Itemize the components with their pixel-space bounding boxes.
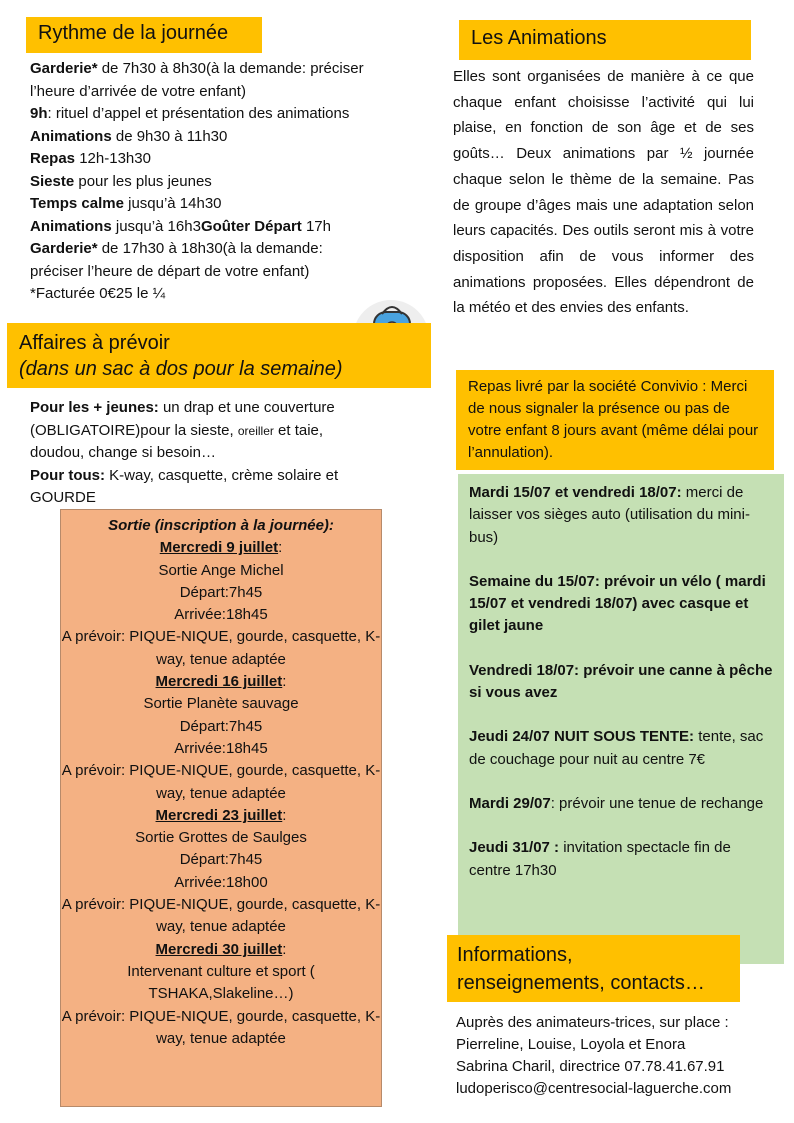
contact-line: Sabrina Charil, directrice 07.78.41.67.91 — [456, 1058, 725, 1075]
schedule-line — [30, 58, 370, 103]
animations-header — [459, 20, 751, 60]
sortie-date-colon: : — [282, 673, 287, 691]
schedule-line — [30, 216, 370, 239]
affaires-header — [7, 323, 431, 388]
info-title-2: renseignements, contacts… — [457, 972, 705, 994]
sortie-date-line — [61, 671, 381, 693]
note-text: : prévoir une tenue de rechange — [550, 794, 764, 812]
contact-line: Pierreline, Louise, Loyola et Enora — [456, 1036, 686, 1053]
schedule-label: Goûter Départ — [200, 217, 302, 235]
sortie-date-line — [61, 939, 381, 961]
sortie-line: Sortie Grottes de Saulges — [135, 829, 307, 847]
schedule-text: : rituel d’appel et présentation des animations — [47, 105, 350, 122]
schedule-text: jusqu’à 16h3 — [111, 217, 201, 235]
affaires-jeunes — [30, 397, 380, 465]
affaires-jeunes-label: Pour les + jeunes: — [30, 399, 159, 416]
animations-title: Les Animations — [471, 27, 607, 49]
affaires-jeunes-text2: et taie, doudou, change si besoin… — [30, 421, 324, 461]
info-header — [447, 935, 740, 1002]
sortie-date-line — [61, 805, 381, 827]
contact-line: ludoperisco@centresocial-laguerche.com — [456, 1080, 732, 1097]
schedule-line — [30, 148, 370, 171]
note-item — [469, 837, 773, 882]
schedule-label: Sieste — [30, 172, 75, 190]
sortie-date: Mercredi 9 juillet — [159, 539, 279, 557]
schedule-line — [30, 193, 370, 216]
note-item — [469, 793, 773, 815]
affaires-subtitle: (dans un sac à dos pour la semaine) — [19, 358, 343, 380]
note-text: tente, sac de couchage pour nuit au centre 7€ — [469, 728, 764, 768]
sortie-line: Sortie Ange Michel — [158, 561, 284, 579]
schedule-line — [30, 238, 370, 283]
sorties-title: Sortie (inscription à la journée): — [108, 517, 334, 534]
sortie-date: Mercredi 16 juillet — [155, 673, 283, 691]
sortie-line: Départ:7h45 — [179, 583, 263, 601]
sortie-line: A prévoir: PIQUE-NIQUE, gourde, casquette, K-way, tenue adaptée — [61, 628, 381, 668]
schedule-label: Garderie* — [30, 60, 98, 77]
contact-line: Auprès des animateurs-trices, sur place : — [456, 1014, 729, 1031]
schedule-text: de 17h30 à 18h30(à la demande: préciser l’heure de départ de votre enfant) — [30, 240, 323, 280]
sortie-line: Sortie Planète sauvage — [143, 695, 299, 713]
schedule-label: Repas — [30, 150, 76, 167]
schedule-text: de 9h30 à 11h30 — [111, 127, 228, 145]
note-label: Jeudi 31/07 : — [469, 839, 560, 857]
animations-text: Elles sont organisées de manière à ce que chaque enfant choisisse l’activité qui lui plaise, en fonction de son âge et de ses goûts… Deux animations par ½ journée chaque selon le thème de la semaine. Pas de groupe d’âges mais une adaptation selon leurs capacités. Des outils seront mis à votre disposition afin de vous informer des animations proposées. Elles dépendront de la météo et des envies des enfants. — [453, 68, 754, 317]
note-item — [469, 482, 773, 549]
schedule-line — [30, 283, 370, 306]
contacts — [456, 1012, 786, 1100]
note-label: Mardi 15/07 et vendredi 18/07: — [469, 484, 682, 501]
affaires-tous-text: K-way, casquette, crème solaire et GOURDE — [30, 466, 339, 506]
note-item — [469, 660, 773, 705]
note-text: merci de laisser vos sièges auto (utilisation du mini-bus) — [469, 484, 750, 546]
rythme-header — [26, 17, 262, 53]
schedule-text: 12h-13h30 — [75, 150, 151, 167]
sortie-date-line — [61, 537, 381, 559]
sortie-line: Départ:7h45 — [179, 717, 263, 735]
affaires-tous — [30, 465, 380, 510]
schedule-label: Animations — [30, 217, 112, 235]
schedule-line — [30, 103, 370, 126]
note-item — [469, 571, 773, 638]
note-label: Jeudi 24/07 NUIT SOUS TENTE: — [469, 728, 695, 746]
sortie-line: A prévoir: PIQUE-NIQUE, gourde, casquette, K-way, tenue adaptée — [61, 1007, 381, 1047]
rythme-title: Rythme de la journée — [38, 22, 229, 44]
note-text: invitation spectacle fin de centre 17h30 — [469, 839, 731, 879]
affaires-title: Affaires à prévoir — [19, 332, 170, 354]
sortie-date: Mercredi 30 juillet — [155, 940, 283, 958]
schedule-label: Temps calme — [30, 195, 124, 212]
schedule-line — [30, 126, 370, 149]
schedule-text: pour les plus jeunes — [74, 172, 212, 190]
sorties-box — [60, 509, 382, 1107]
sorties-list — [61, 537, 381, 1050]
note-label: Semaine du 15/07: prévoir un vélo ( mardi 15/07 et vendredi 18/07) avec casque et gilet jaune — [469, 572, 766, 635]
sortie-date-colon: : — [278, 539, 283, 557]
repas-box — [456, 370, 774, 470]
info-title-1: Informations, — [457, 944, 573, 966]
schedule-line — [30, 171, 370, 194]
affaires-list — [30, 397, 380, 510]
schedule-label: Garderie* — [30, 240, 98, 257]
schedule-label: Animations — [30, 127, 112, 145]
affaires-jeunes-text1: un drap et une couverture (OBLIGATOIRE)pour la sieste, — [30, 399, 335, 439]
sortie-line: Arrivée:18h00 — [174, 873, 268, 891]
schedule-label: 9h — [30, 105, 48, 122]
affaires-tous-label: Pour tous: — [30, 466, 105, 484]
affaires-jeunes-small: oreiller — [237, 423, 274, 438]
schedule-text: jusqu’à 14h30 — [123, 195, 222, 212]
schedule-text: *Facturée 0€25 le ¼ — [30, 285, 166, 302]
sortie-line: A prévoir: PIQUE-NIQUE, gourde, casquette, K-way, tenue adaptée — [61, 896, 381, 936]
sortie-line: Arrivée:18h45 — [174, 606, 268, 624]
sortie-date-colon: : — [282, 806, 287, 824]
daily-schedule — [30, 58, 370, 306]
notes-box — [458, 474, 784, 964]
sortie-line: A prévoir: PIQUE-NIQUE, gourde, casquette, K-way, tenue adaptée — [61, 762, 381, 802]
sortie-line: Départ:7h45 — [179, 851, 263, 869]
schedule-text: de 7h30 à 8h30(à la demande: préciser l’heure d’arrivée de votre enfant) — [30, 60, 364, 100]
sortie-date-colon: : — [282, 940, 287, 958]
note-item — [469, 726, 773, 771]
sortie-line: Intervenant culture et sport ( TSHAKA,Slakeline…) — [127, 962, 315, 1003]
schedule-text: 17h — [301, 217, 331, 235]
note-label: Vendredi 18/07: prévoir une canne à pêche si vous avez — [469, 661, 773, 702]
sortie-date: Mercredi 23 juillet — [155, 806, 283, 824]
sortie-line: Arrivée:18h45 — [174, 739, 268, 757]
repas-text: Repas livré par la société Convivio : Merci de nous signaler la présence ou pas de votre enfant 8 jours avant (même délai pour l’annulation). — [468, 378, 759, 461]
note-label: Mardi 29/07 — [469, 794, 551, 812]
